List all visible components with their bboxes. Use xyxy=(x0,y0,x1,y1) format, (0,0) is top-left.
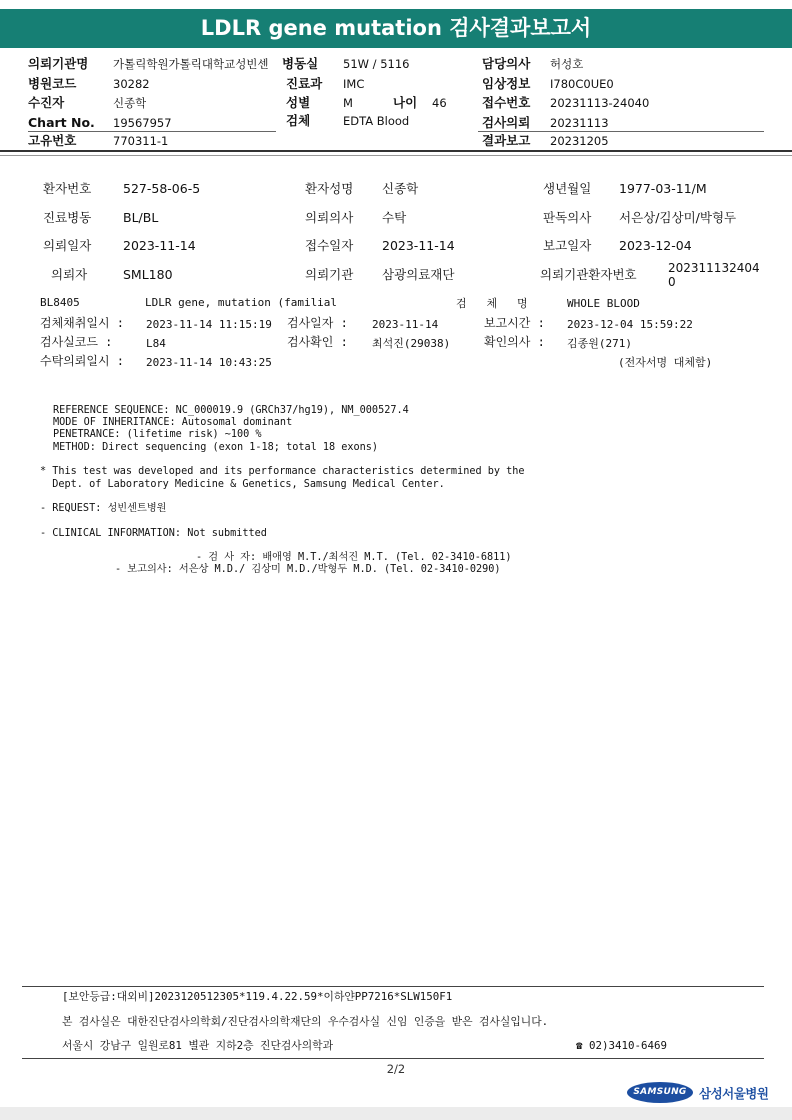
page-number: 2/2 xyxy=(386,1062,406,1076)
patient-label: 수진자 xyxy=(28,95,65,110)
test-date-label: 검사일자 : xyxy=(287,316,348,330)
request-date-value: 2023-11-14 xyxy=(123,238,196,253)
dev-note-cont: Dept. of Laboratory Medicine & Genetics, Samsung Medical Center. xyxy=(40,479,445,490)
ref-sequence: REFERENCE SEQUENCE: NC_000019.9 (GRCh37/hg19), NM_000527.4 xyxy=(53,405,409,416)
inst-patient-no-value: 202311132404 xyxy=(668,261,760,275)
report-time-label: 보고시간 : xyxy=(484,316,545,330)
age-label: 나이 xyxy=(393,95,418,110)
ward-value: BL/BL xyxy=(123,210,159,225)
birth-label: 생년월일 xyxy=(543,181,592,196)
sex-label: 성별 xyxy=(286,95,311,110)
report-time-value: 2023-12-04 15:59:22 xyxy=(567,318,693,331)
confirm-doctor-value: 김종원(271) xyxy=(567,337,632,350)
specimen-value: WHOLE BLOOD xyxy=(567,297,640,310)
collect-value: 2023-11-14 11:15:19 xyxy=(146,318,272,331)
patient-name-value: 신종학 xyxy=(382,181,419,196)
report-date-label: 결과보고 xyxy=(482,133,531,148)
clinical-line: - CLINICAL INFORMATION: Not submitted xyxy=(40,528,267,539)
hospital-code-value: 30282 xyxy=(113,77,150,91)
attending-value: 허성호 xyxy=(550,57,584,71)
reading-doctor-value: 서은상/김상미/박형두 xyxy=(619,210,737,225)
test-date-value: 2023-11-14 xyxy=(372,318,439,331)
confirm-value: 최석진(29038) xyxy=(372,337,451,350)
receipt-date-label: 접수일자 xyxy=(305,238,354,253)
hospital-name-logo: 삼성서울병원 xyxy=(699,1086,769,1101)
hospital-code-label: 병원코드 xyxy=(28,76,77,91)
reporter-line: - 보고의사: 서은상 M.D./ 김상미 M.D./박형두 M.D. (Tel. 02-3410-0290) xyxy=(115,564,501,575)
ward-value: 51W / 5116 xyxy=(343,57,410,71)
test-name: LDLR gene, mutation (familial xyxy=(145,296,338,309)
requesting-institution-value: 가톨릭학원가톨릭대학교성빈센 xyxy=(113,57,269,71)
request-date-label: 의뢰일자 xyxy=(43,238,92,253)
report-date-value: 2023-12-04 xyxy=(619,238,692,253)
chart-no-value: 19567957 xyxy=(113,116,172,130)
patient-value: 신종학 xyxy=(113,96,147,110)
room-code-value: L84 xyxy=(146,337,166,350)
address-line: 서울시 강남구 일원로81 별관 지하2층 진단검사의학과 xyxy=(62,1039,334,1052)
tester-line: - 검 사 자: 배애영 M.T./최석진 M.T. (Tel. 02-3410-6811) xyxy=(196,552,512,563)
unique-no-label: 고유번호 xyxy=(28,133,77,148)
receipt-no-label: 접수번호 xyxy=(482,95,531,110)
patient-no-value: 527-58-06-5 xyxy=(123,181,201,196)
method: METHOD: Direct sequencing (exon 1-18; total 18 exons) xyxy=(53,442,379,453)
clinical-info-value: I780C0UE0 xyxy=(550,77,614,91)
receipt-no-value: 20231113-24040 xyxy=(550,96,650,110)
request-time-label: 수탁의뢰일시 : xyxy=(40,354,125,368)
dev-note: * This test was developed and its performance characteristics determined by the xyxy=(40,466,525,477)
specimen-value: EDTA Blood xyxy=(343,114,410,128)
requesting-institution-label: 의뢰기관 xyxy=(305,267,354,282)
ward-label: 진료병동 xyxy=(43,210,92,225)
attending-label: 담당의사 xyxy=(482,56,531,71)
confirm-label: 검사확인 : xyxy=(287,335,348,349)
requesting-doctor-label: 의뢰의사 xyxy=(305,210,354,225)
department-value: IMC xyxy=(343,77,365,91)
specimen-label: 검체 xyxy=(286,113,311,128)
certification-line: 본 검사실은 대한진단검사의학회/진단검사의학재단의 우수검사실 신임 인증을 받은 검사실입니다. xyxy=(62,1015,549,1028)
requester-value: SML180 xyxy=(123,267,173,282)
bottom-strip xyxy=(0,1107,792,1120)
report-title: LDLR gene mutation 검사결과보고서 xyxy=(0,9,792,48)
request-time-value: 2023-11-14 10:43:25 xyxy=(146,356,272,369)
footer-bottom-rule xyxy=(22,1058,764,1059)
header-divider xyxy=(28,131,276,132)
collect-label: 검체채취일시 : xyxy=(40,316,125,330)
security-line: [보안등급:대외비]2023120512305*119.4.22.59*이하얀PP7216*SLW150F1 xyxy=(62,990,453,1003)
room-code-label: 검사실코드 : xyxy=(40,335,113,349)
department-label: 진료과 xyxy=(286,76,323,91)
report-date-value: 20231205 xyxy=(550,134,609,148)
request-date-value: 20231113 xyxy=(550,116,609,130)
requesting-institution-value: 삼광의료재단 xyxy=(382,267,455,282)
footer-top-rule xyxy=(22,986,764,987)
reading-doctor-label: 판독의사 xyxy=(543,210,592,225)
test-code: BL8405 xyxy=(40,296,80,309)
birth-value: 1977-03-11/M xyxy=(619,181,707,196)
inst-patient-no-label: 의뢰기관환자번호 xyxy=(540,267,637,282)
confirm-doctor-label: 확인의사 : xyxy=(484,335,545,349)
patient-name-label: 환자성명 xyxy=(305,181,354,196)
requester-label: 의뢰자 xyxy=(51,267,88,282)
request-line: - REQUEST: 성빈센트병원 xyxy=(40,503,167,514)
penetrance: PENETRANCE: (lifetime risk) ~100 % xyxy=(53,429,262,440)
age-value: 46 xyxy=(432,96,447,110)
chart-no-label: Chart No. xyxy=(28,115,95,130)
requesting-institution-label: 의뢰기관명 xyxy=(28,56,89,71)
ward-label: 병동실 xyxy=(282,56,319,71)
inheritance: MODE OF INHERITANCE: Autosomal dominant xyxy=(53,417,293,428)
header-bottom-rule xyxy=(0,155,792,156)
inst-patient-no-value-cont: 0 xyxy=(668,275,676,289)
sex-value: M xyxy=(343,96,353,110)
samsung-logo-icon: SAMSUNG xyxy=(627,1082,693,1103)
clinical-info-label: 임상정보 xyxy=(482,76,531,91)
requesting-doctor-value: 수탁 xyxy=(382,210,407,225)
patient-no-label: 환자번호 xyxy=(43,181,92,196)
header-divider xyxy=(478,131,764,132)
phone-line: ☎ 02)3410-6469 xyxy=(576,1039,668,1052)
specimen-label: 검 체 명 xyxy=(456,297,528,310)
request-date-label: 검사의뢰 xyxy=(482,115,531,130)
unique-no-value: 770311-1 xyxy=(113,134,169,148)
receipt-date-value: 2023-11-14 xyxy=(382,238,455,253)
header-bottom-rule xyxy=(0,150,792,152)
esign-note: (전자서명 대체함) xyxy=(618,356,713,369)
report-date-label: 보고일자 xyxy=(543,238,592,253)
